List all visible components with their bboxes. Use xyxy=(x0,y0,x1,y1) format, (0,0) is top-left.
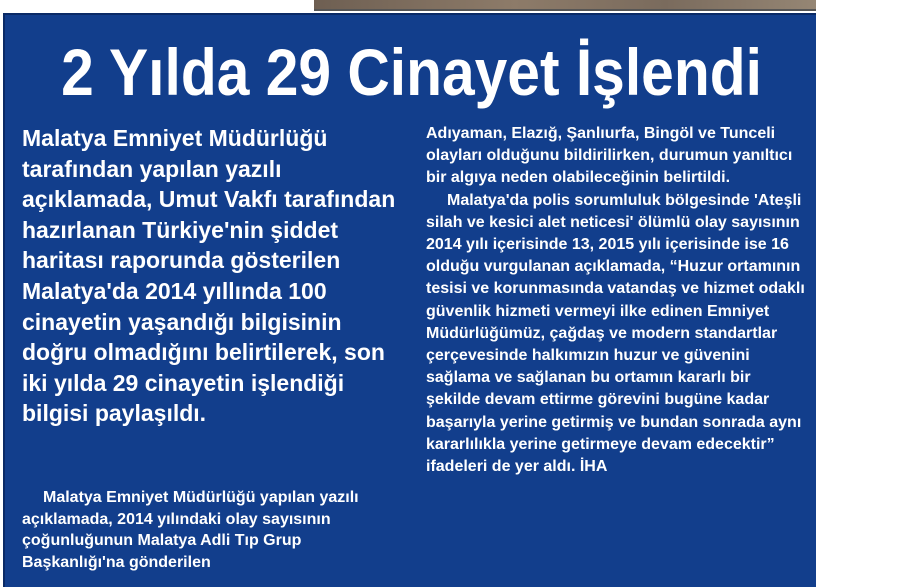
column2-paragraph-1: Adıyaman, Elazığ, Şanlıurfa, Bingöl ve Tunceli olayları olduğunu bildirilirken, durumun yanıltıcı bir algıya neden olabileceğinin belirtildi. xyxy=(426,125,793,187)
lead-paragraph: Malatya Emniyet Müdürlüğü tarafından yapılan yazılı açıklamada, Umut Vakfı tarafından hazırlanan Türkiye'nin şiddet haritası raporunda gösterilen Malatya'da 2014 yıllında 100 cinayetin yaşandığı bilgisinin doğru olmadığını belirtilerek, son iki yılda 29 cinayetin işlendiği bilgisi paylaşıldı. xyxy=(22,125,396,427)
photo-strip xyxy=(314,0,816,11)
article-panel xyxy=(3,13,816,587)
headline: 2 Yılda 29 Cinayet İşlendi xyxy=(61,35,762,109)
column2-paragraph-2: Malatya'da polis sorumluluk bölgesinde 'Ateşli silah ve kesici alet neticesi' ölümlü olay sayısının 2014 yılı içerisinde 13, 2015 yılı içerisinde ise 16 olduğu vurgulanan açıklamada, “Huzur ortamının tesisi ve korunmasında vatandaş ve hizmet odaklı güvenlik hizmeti vermeyi ilke edinen Emniyet Müdürlüğümüz, çağdaş ve modern standartlar çerçevesinde halkımızın huzur ve güvenini sağlama ve sağlanan bu ortamın kararlı bir şekilde devam ettirme görevini bugüne kadar başarıyla yerine getirmiş ve bundan sonrada aynı kararlılıkla yerine getirmeye devam edecektir” ifadeleri de yer aldı. İHA xyxy=(426,191,805,476)
column1-body: Malatya Emniyet Müdürlüğü yapılan yazılı açıklamada, 2014 yılındaki olay sayısının çoğunluğunun Malatya Adli Tıp Grup Başkanlığı'na gönderilen xyxy=(22,489,359,571)
column2 xyxy=(426,123,808,478)
